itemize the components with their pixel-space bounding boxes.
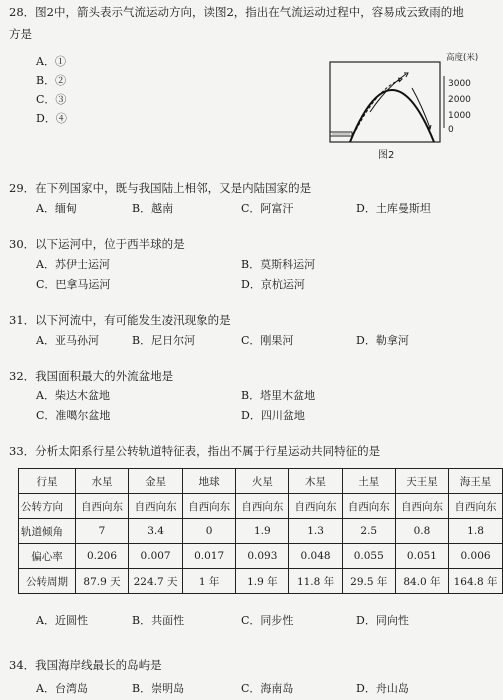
- q29-option-b: B．越南: [132, 202, 174, 215]
- q34-option-d: D．舟山岛: [356, 682, 409, 695]
- table-cell: 84.0 年: [395, 569, 448, 594]
- q28-option-a: A．①: [36, 55, 66, 68]
- table-cell: 0.051: [395, 544, 448, 569]
- q28-figure: [320, 48, 500, 166]
- table-cell: 公转周期: [19, 569, 76, 594]
- table-row-period: [19, 569, 503, 594]
- table-cell: 164.8 年: [449, 569, 503, 594]
- q33-option-a: A．近圆性: [36, 614, 88, 627]
- q30-option-d: D．京杭运河: [241, 278, 305, 291]
- table-header-cell: 行星: [19, 469, 76, 494]
- table-cell: 自西向东: [236, 494, 289, 519]
- table-cell: 0.055: [342, 544, 395, 569]
- axis-label: 高度(米): [446, 53, 479, 63]
- q32-option-b: B．塔里木盆地: [241, 389, 316, 402]
- table-row-inclination: [19, 519, 503, 544]
- table-header-cell: 火星: [236, 469, 289, 494]
- q33-option-d: D．同向性: [356, 614, 409, 627]
- table-header-cell: 木星: [289, 469, 342, 494]
- table-cell: 1 年: [183, 569, 236, 594]
- table-cell: 0.8: [395, 519, 448, 544]
- table-row-eccentricity: [19, 544, 503, 569]
- table-header-cell: 天王星: [395, 469, 448, 494]
- q31-stem: 31．以下河流中，有可能发生凌汛现象的是: [9, 313, 231, 327]
- table-header-cell: 土星: [342, 469, 395, 494]
- q31-option-a: A．亚马孙河: [36, 334, 99, 347]
- airflow-arrow-3: [412, 88, 430, 128]
- q28-stem-line1: 28．图2中，箭头表示气流运动方向，读图2，指出在气流运动过程中，容易成云致雨的地: [9, 5, 464, 19]
- table-cell: 87.9 天: [75, 569, 128, 594]
- q31-option-b: B．尼日尔河: [132, 334, 196, 347]
- q33-stem: 33．分析太阳系行星公转轨道特征表，指出不属于行星运动共同特征的是: [9, 444, 381, 458]
- q30-stem: 30．以下运河中，位于西半球的是: [9, 237, 185, 251]
- q32-option-d: D．四川盆地: [241, 409, 305, 422]
- tick-2000: 2000: [448, 95, 471, 105]
- table-cell: 0.007: [129, 544, 183, 569]
- tick-0: 0: [448, 125, 454, 135]
- q30-option-a: A．苏伊士运河: [36, 258, 110, 271]
- table-cell: 0.093: [236, 544, 289, 569]
- q34-option-a: A．台湾岛: [36, 682, 88, 695]
- table-cell: 自西向东: [449, 494, 503, 519]
- q34-option-b: B．崇明岛: [132, 682, 185, 695]
- table-cell: 轨道倾角: [19, 519, 76, 544]
- table-cell: 224.7 天: [129, 569, 183, 594]
- table-cell: 29.5 年: [342, 569, 395, 594]
- table-cell: 1.9: [236, 519, 289, 544]
- table-cell: 自西向东: [183, 494, 236, 519]
- table-cell: 自西向东: [129, 494, 183, 519]
- table-cell: 0.206: [75, 544, 128, 569]
- q34-option-c: C．海南岛: [241, 682, 294, 695]
- table-cell: 0.017: [183, 544, 236, 569]
- q28-option-c: C．③: [36, 93, 67, 106]
- figure-caption: 图2: [378, 150, 395, 161]
- q33-option-c: C．同步性: [241, 614, 294, 627]
- table-cell: 1.9 年: [236, 569, 289, 594]
- mountain-outline: [350, 90, 434, 142]
- table-cell: 2.5: [342, 519, 395, 544]
- table-cell: 偏心率: [19, 544, 76, 569]
- q28-option-b: B．②: [36, 74, 67, 87]
- table-cell: 自西向东: [75, 494, 128, 519]
- table-cell: 1.3: [289, 519, 342, 544]
- q33-option-b: B．共面性: [132, 614, 185, 627]
- table-cell: 0.006: [449, 544, 503, 569]
- table-cell: 1.8: [449, 519, 503, 544]
- table-cell: 自西向东: [395, 494, 448, 519]
- q29-option-c: C．阿富汗: [241, 202, 294, 215]
- table-header-cell: 金星: [129, 469, 183, 494]
- q31-option-c: C．刚果河: [241, 334, 294, 347]
- table-row-direction: [19, 494, 503, 519]
- q31-option-d: D．勒拿河: [356, 334, 409, 347]
- q29-stem: 29．在下列国家中，既与我国陆上相邻，又是内陆国家的是: [9, 181, 312, 195]
- table-cell: 3.4: [129, 519, 183, 544]
- tick-1000: 1000: [448, 111, 471, 121]
- table-cell: 自西向东: [289, 494, 342, 519]
- table-header-cell: 地球: [183, 469, 236, 494]
- figure-frame: [330, 62, 440, 142]
- tick-3000: 3000: [448, 79, 471, 89]
- q32-option-a: A．柴达木盆地: [36, 389, 110, 402]
- q29-option-d: D．土库曼斯坦: [356, 202, 431, 215]
- table-header-cell: 水星: [75, 469, 128, 494]
- table-cell: 自西向东: [342, 494, 395, 519]
- table-cell: 公转方向: [19, 494, 76, 519]
- q30-option-b: B．莫斯科运河: [241, 258, 316, 271]
- q30-option-c: C．巴拿马运河: [36, 278, 111, 291]
- q28-option-d: D．④: [36, 112, 67, 125]
- table-cell: 11.8 年: [289, 569, 342, 594]
- table-cell: 0: [183, 519, 236, 544]
- q34-stem: 34．我国海岸线最长的岛屿是: [9, 658, 162, 672]
- planet-orbit-table: [18, 468, 503, 594]
- table-header-row: [19, 469, 503, 494]
- airflow-arrow-1: [356, 80, 400, 130]
- q32-option-c: C．准噶尔盆地: [36, 409, 111, 422]
- table-cell: 7: [75, 519, 128, 544]
- table-cell: 0.048: [289, 544, 342, 569]
- table-header-cell: 海王星: [449, 469, 503, 494]
- q29-option-a: A．缅甸: [36, 202, 77, 215]
- q28-stem-line2: 方是: [9, 27, 32, 41]
- q32-stem: 32．我国面积最大的外流盆地是: [9, 369, 174, 383]
